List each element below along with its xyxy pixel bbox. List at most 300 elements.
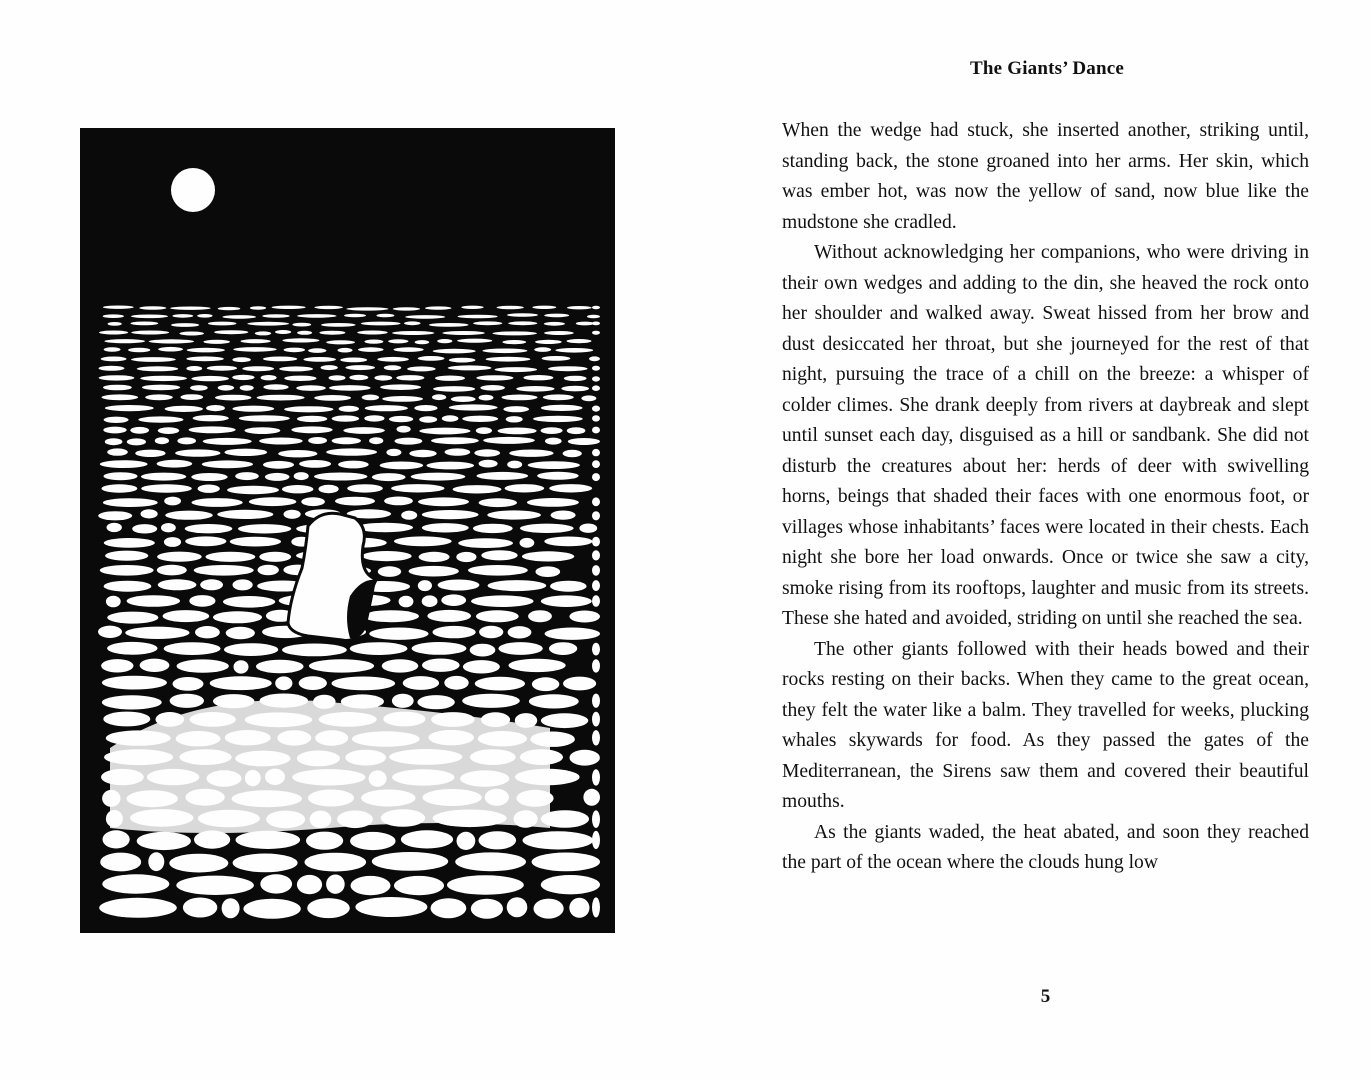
ripple bbox=[314, 473, 367, 481]
ripple bbox=[404, 321, 421, 325]
ripple bbox=[99, 375, 135, 380]
ripple bbox=[506, 416, 523, 422]
ripple bbox=[191, 473, 227, 481]
ripple bbox=[479, 460, 498, 468]
ripple bbox=[173, 677, 204, 691]
ripple bbox=[319, 331, 345, 335]
ripple bbox=[104, 347, 121, 352]
ripple bbox=[170, 307, 210, 310]
ripple bbox=[431, 437, 479, 444]
body-text bbox=[782, 116, 1309, 879]
ripple bbox=[498, 642, 542, 655]
ripple bbox=[361, 322, 401, 326]
ripple bbox=[340, 358, 367, 363]
ripple bbox=[537, 472, 579, 480]
ripple bbox=[329, 385, 371, 391]
ripple bbox=[213, 611, 262, 623]
ripple bbox=[101, 659, 133, 672]
ripple bbox=[592, 497, 600, 506]
ripple bbox=[299, 676, 327, 690]
ripple bbox=[299, 460, 331, 468]
ripple bbox=[176, 876, 254, 895]
ripple bbox=[461, 306, 483, 309]
ripple bbox=[103, 712, 150, 727]
ripple bbox=[233, 579, 253, 590]
ripple bbox=[291, 426, 332, 433]
ripple bbox=[470, 644, 496, 657]
ripple bbox=[278, 450, 317, 457]
ripple bbox=[102, 484, 138, 492]
ripple bbox=[105, 551, 148, 561]
ripple bbox=[391, 484, 444, 492]
ripple bbox=[319, 485, 339, 493]
ripple bbox=[541, 427, 563, 434]
ripple bbox=[567, 339, 592, 343]
ripple bbox=[544, 331, 574, 335]
ripple bbox=[175, 449, 220, 456]
ripple bbox=[350, 642, 408, 655]
ripple bbox=[137, 366, 179, 371]
ripple bbox=[397, 426, 411, 433]
ripple bbox=[567, 306, 592, 309]
ripple bbox=[372, 473, 406, 481]
ripple bbox=[99, 331, 128, 335]
ripple bbox=[165, 406, 203, 412]
ripple bbox=[569, 611, 600, 623]
ripple bbox=[137, 832, 191, 850]
ripple bbox=[250, 306, 266, 309]
ripple bbox=[203, 340, 230, 344]
ripple bbox=[563, 677, 596, 691]
ripple bbox=[592, 831, 600, 849]
ripple bbox=[486, 357, 531, 362]
ripple bbox=[533, 416, 583, 422]
ripple bbox=[509, 659, 566, 672]
ripple bbox=[332, 437, 361, 444]
ripple bbox=[232, 375, 254, 380]
ripple bbox=[100, 460, 148, 468]
ripple bbox=[171, 323, 199, 327]
ripple bbox=[135, 450, 165, 457]
ripple bbox=[455, 852, 526, 871]
ripple bbox=[103, 314, 124, 318]
ripple bbox=[589, 356, 600, 361]
ripple bbox=[441, 594, 466, 606]
ripple bbox=[101, 357, 127, 362]
ripple bbox=[222, 315, 256, 319]
ripple bbox=[550, 581, 587, 592]
ripple bbox=[222, 898, 240, 918]
ripple bbox=[417, 695, 454, 709]
ripple bbox=[487, 510, 541, 519]
ripple bbox=[140, 659, 170, 672]
ripple bbox=[164, 497, 181, 506]
ripple bbox=[321, 365, 338, 370]
ripple bbox=[544, 537, 592, 547]
ripple bbox=[157, 565, 187, 576]
ripple bbox=[581, 395, 596, 401]
ripple bbox=[307, 898, 350, 918]
ripple bbox=[305, 853, 367, 872]
ripple bbox=[189, 426, 236, 433]
ripple bbox=[183, 898, 217, 918]
ripple bbox=[198, 485, 220, 493]
ripple bbox=[338, 348, 353, 353]
ripple bbox=[388, 339, 408, 343]
paragraph: When the wedge had stuck, she inserted another, striking until, standing back, the stone groaned into her arms. Her skin, which was ember hot, was now the yellow of sand, now blue like the mudstone she cradled. bbox=[782, 120, 1309, 233]
ripple bbox=[236, 831, 301, 849]
ripple bbox=[382, 659, 419, 672]
ripple bbox=[480, 385, 505, 391]
ripple bbox=[314, 395, 351, 401]
ripple bbox=[238, 524, 291, 533]
ripple bbox=[541, 713, 588, 728]
ripple bbox=[570, 750, 600, 766]
ripple bbox=[592, 537, 600, 547]
ripple bbox=[259, 552, 291, 562]
ripple bbox=[502, 395, 538, 401]
moonlit-sea-woodcut bbox=[80, 128, 615, 933]
ripple bbox=[384, 497, 413, 506]
ripple bbox=[457, 832, 476, 850]
ripple bbox=[169, 854, 228, 873]
ripple bbox=[158, 347, 183, 352]
ripple bbox=[592, 460, 600, 468]
ripple bbox=[103, 498, 158, 507]
ripple bbox=[306, 832, 343, 850]
ripple bbox=[422, 595, 438, 607]
ripple bbox=[218, 385, 234, 391]
ripple bbox=[158, 579, 197, 590]
ripple bbox=[349, 375, 368, 380]
ripple bbox=[104, 538, 155, 548]
ripple bbox=[445, 448, 471, 455]
ripple bbox=[414, 405, 437, 411]
ripple bbox=[177, 437, 196, 444]
ripple bbox=[233, 347, 276, 352]
ripple bbox=[194, 565, 254, 576]
ripple bbox=[433, 626, 476, 638]
ripple bbox=[579, 524, 597, 533]
ripple bbox=[227, 486, 279, 494]
ripple bbox=[215, 395, 251, 401]
ripple bbox=[321, 323, 356, 327]
ripple bbox=[207, 366, 237, 371]
ripple bbox=[542, 356, 571, 361]
ripple bbox=[104, 339, 145, 343]
ripple bbox=[297, 314, 337, 318]
ripple bbox=[233, 854, 298, 873]
ripple bbox=[239, 415, 290, 421]
ripple bbox=[197, 314, 212, 318]
ripple bbox=[592, 331, 600, 335]
ripple bbox=[523, 831, 594, 849]
ripple bbox=[132, 524, 157, 533]
ripple bbox=[243, 899, 300, 919]
ripple bbox=[104, 581, 152, 592]
ripple bbox=[279, 366, 313, 371]
ripple bbox=[260, 874, 292, 893]
paragraph: The other giants followed with their heads bowed and their rocks resting on their backs. When they came to the great ocean, they felt the water like a balm. They travelled for weeks, plucking whales skywards for food. As they passed the gates of the Mediterranean, the Sirens saw them and covered their beautiful mouths. bbox=[782, 638, 1309, 812]
ripple bbox=[200, 579, 223, 590]
ripple bbox=[261, 375, 277, 380]
ripple bbox=[181, 394, 204, 400]
ripple bbox=[103, 306, 134, 309]
ripple bbox=[447, 875, 524, 894]
paragraph: Without acknowledging her companions, who were driving in their own wedges and adding to the din, she heaved the rock onto her shoulder and walked away. Sweat hissed from her brow and dust desiccated her throat, but she journeyed for the rest of that night, pursuing the trace of a chill on the breeze: a whisper of colder climes. She drank deeply from rivers at daybreak and slept until sunset each day, disguised as a hill or sandbank. She did not disturb the creatures about her: herds of deer with swivelling horns, beings that shaded their faces with one enormous foot, or villages whose inhabitants’ faces were located in their chests. Each night she bore her load onwards. Once or twice she saw a city, smoke rising from its rooftops, laughter and music from its streets. These she hated and avoided, striding on until she reached the sea. bbox=[782, 242, 1309, 629]
ripple bbox=[534, 347, 551, 352]
ripple bbox=[592, 366, 600, 371]
ripple bbox=[265, 473, 290, 481]
ripple bbox=[186, 366, 202, 371]
ripple bbox=[432, 394, 446, 400]
ripple bbox=[263, 461, 294, 469]
ripple bbox=[442, 331, 485, 335]
ripple bbox=[507, 313, 538, 317]
ripple bbox=[382, 396, 423, 402]
ripple bbox=[548, 366, 588, 371]
ripple bbox=[185, 524, 233, 533]
ripple bbox=[462, 694, 520, 708]
ripple bbox=[592, 322, 600, 326]
ripple bbox=[476, 427, 492, 434]
ripple bbox=[347, 484, 383, 492]
ripple bbox=[505, 484, 545, 492]
ripple bbox=[377, 357, 409, 362]
ripple bbox=[587, 315, 600, 319]
ripple bbox=[451, 396, 476, 402]
ripple bbox=[474, 449, 500, 456]
ripple bbox=[372, 852, 448, 871]
ripple bbox=[161, 523, 176, 532]
ripple bbox=[142, 385, 180, 391]
ripple bbox=[165, 511, 213, 520]
ripple bbox=[418, 580, 432, 591]
ripple bbox=[303, 357, 336, 362]
ripple bbox=[329, 375, 346, 380]
ripple bbox=[369, 437, 383, 444]
ripple bbox=[592, 897, 600, 917]
ripple bbox=[194, 831, 230, 849]
ripple bbox=[127, 438, 146, 445]
ripple bbox=[418, 497, 469, 506]
ripple bbox=[401, 830, 453, 848]
ripple bbox=[326, 340, 355, 344]
ripple bbox=[103, 427, 126, 434]
ripple bbox=[262, 314, 289, 318]
ripple bbox=[128, 348, 150, 353]
ripple bbox=[127, 595, 180, 607]
ripple bbox=[263, 384, 288, 390]
ripple bbox=[240, 385, 254, 391]
ripple bbox=[401, 511, 417, 520]
ripple bbox=[568, 438, 600, 445]
ripple bbox=[395, 438, 423, 445]
ripple bbox=[131, 331, 169, 335]
ripple bbox=[190, 385, 208, 391]
ripple bbox=[358, 347, 383, 352]
ripple bbox=[412, 642, 467, 655]
ripple bbox=[338, 461, 369, 469]
ripple bbox=[247, 322, 289, 326]
ripple bbox=[479, 831, 517, 849]
ripple bbox=[107, 612, 158, 624]
ripple bbox=[186, 356, 224, 361]
ripple bbox=[392, 331, 434, 335]
ripple bbox=[592, 449, 600, 456]
ripple bbox=[193, 415, 229, 421]
ripple bbox=[449, 404, 498, 410]
ripple bbox=[345, 365, 375, 370]
ripple bbox=[386, 449, 401, 456]
ripple bbox=[492, 331, 537, 335]
ripple bbox=[309, 659, 374, 672]
ripple bbox=[508, 321, 537, 325]
ripple bbox=[255, 331, 271, 335]
ripple bbox=[502, 340, 526, 344]
ripple bbox=[544, 314, 569, 318]
ripple bbox=[275, 330, 291, 334]
ripple bbox=[457, 339, 492, 343]
ripple bbox=[102, 874, 169, 893]
ripple bbox=[545, 438, 562, 445]
ripple bbox=[456, 552, 476, 562]
ripple bbox=[297, 416, 327, 422]
ripple bbox=[105, 438, 123, 445]
ripple bbox=[592, 385, 600, 391]
ripple bbox=[569, 898, 589, 918]
ripple bbox=[332, 677, 396, 691]
ripple bbox=[563, 450, 582, 457]
ripple bbox=[592, 550, 600, 560]
ripple bbox=[415, 340, 430, 344]
ripple bbox=[108, 322, 122, 326]
ripple bbox=[185, 536, 226, 546]
ripple bbox=[407, 366, 436, 371]
ripple bbox=[529, 694, 579, 708]
ripple bbox=[520, 538, 535, 548]
ripple bbox=[103, 830, 130, 848]
ripple bbox=[107, 523, 122, 532]
ripple bbox=[394, 876, 444, 895]
ripple bbox=[170, 694, 204, 708]
ripple bbox=[369, 628, 428, 640]
ripple bbox=[442, 415, 459, 421]
ripple bbox=[592, 415, 600, 421]
ripple bbox=[102, 695, 162, 709]
ripple bbox=[475, 677, 525, 691]
ripple bbox=[549, 642, 577, 655]
ripple bbox=[249, 497, 297, 506]
ripple bbox=[191, 376, 229, 381]
ripple bbox=[195, 626, 220, 638]
ripple bbox=[125, 627, 189, 639]
ripple bbox=[258, 565, 279, 576]
ripple bbox=[427, 610, 471, 622]
ripple bbox=[210, 676, 272, 690]
ripple bbox=[99, 366, 125, 371]
ripple bbox=[226, 627, 255, 639]
ripple bbox=[217, 510, 273, 519]
ripple bbox=[534, 899, 564, 919]
ripple bbox=[296, 385, 326, 391]
ripple bbox=[592, 712, 600, 727]
ripple bbox=[172, 314, 193, 318]
ripple bbox=[130, 427, 149, 434]
ripple bbox=[314, 306, 343, 309]
ripple bbox=[257, 395, 305, 401]
ripple bbox=[458, 315, 498, 319]
ripple bbox=[592, 810, 600, 828]
ripple bbox=[131, 322, 159, 326]
ripple bbox=[164, 537, 181, 547]
ripple bbox=[471, 899, 503, 919]
ripple bbox=[357, 331, 388, 335]
moonlight-reflection bbox=[110, 700, 550, 833]
ripple bbox=[141, 509, 158, 518]
ripple bbox=[393, 307, 420, 310]
ripple bbox=[294, 472, 309, 480]
ripple bbox=[363, 610, 419, 622]
ripple bbox=[263, 357, 297, 362]
ripple bbox=[104, 417, 129, 423]
ripple bbox=[224, 449, 267, 456]
ripple bbox=[422, 659, 460, 672]
ripple bbox=[422, 510, 479, 519]
ripple bbox=[409, 566, 459, 577]
ripple bbox=[438, 580, 480, 591]
ripple bbox=[218, 307, 241, 310]
ripple bbox=[528, 461, 580, 469]
ripple bbox=[409, 450, 436, 457]
ripple bbox=[592, 730, 600, 745]
ripple bbox=[332, 415, 359, 421]
ripple bbox=[544, 322, 565, 326]
ripple bbox=[189, 595, 215, 607]
ripple bbox=[576, 322, 594, 326]
ripple bbox=[282, 485, 313, 493]
ripple bbox=[145, 394, 173, 400]
ripple bbox=[483, 437, 535, 444]
ripple bbox=[528, 610, 552, 622]
ripple bbox=[297, 331, 312, 335]
ripple bbox=[476, 375, 513, 380]
ripple bbox=[308, 437, 327, 444]
ripple bbox=[555, 348, 593, 353]
ripple bbox=[498, 428, 537, 435]
ripple bbox=[453, 485, 502, 493]
ripple bbox=[100, 853, 141, 872]
ripple bbox=[527, 498, 579, 507]
ripple bbox=[223, 596, 275, 608]
ripple bbox=[131, 357, 176, 362]
ripple bbox=[384, 365, 401, 370]
ripple bbox=[477, 472, 529, 480]
ripple bbox=[232, 357, 250, 362]
ripple bbox=[427, 462, 475, 470]
ripple bbox=[592, 769, 600, 785]
ripple bbox=[163, 610, 210, 622]
ripple bbox=[592, 306, 600, 309]
ripple bbox=[535, 340, 562, 344]
ripple bbox=[234, 660, 249, 673]
ripple bbox=[419, 428, 470, 435]
ripple bbox=[364, 415, 384, 421]
ripple bbox=[431, 898, 467, 918]
ripple bbox=[282, 338, 319, 342]
ripple bbox=[376, 314, 394, 318]
ripple bbox=[192, 498, 243, 507]
